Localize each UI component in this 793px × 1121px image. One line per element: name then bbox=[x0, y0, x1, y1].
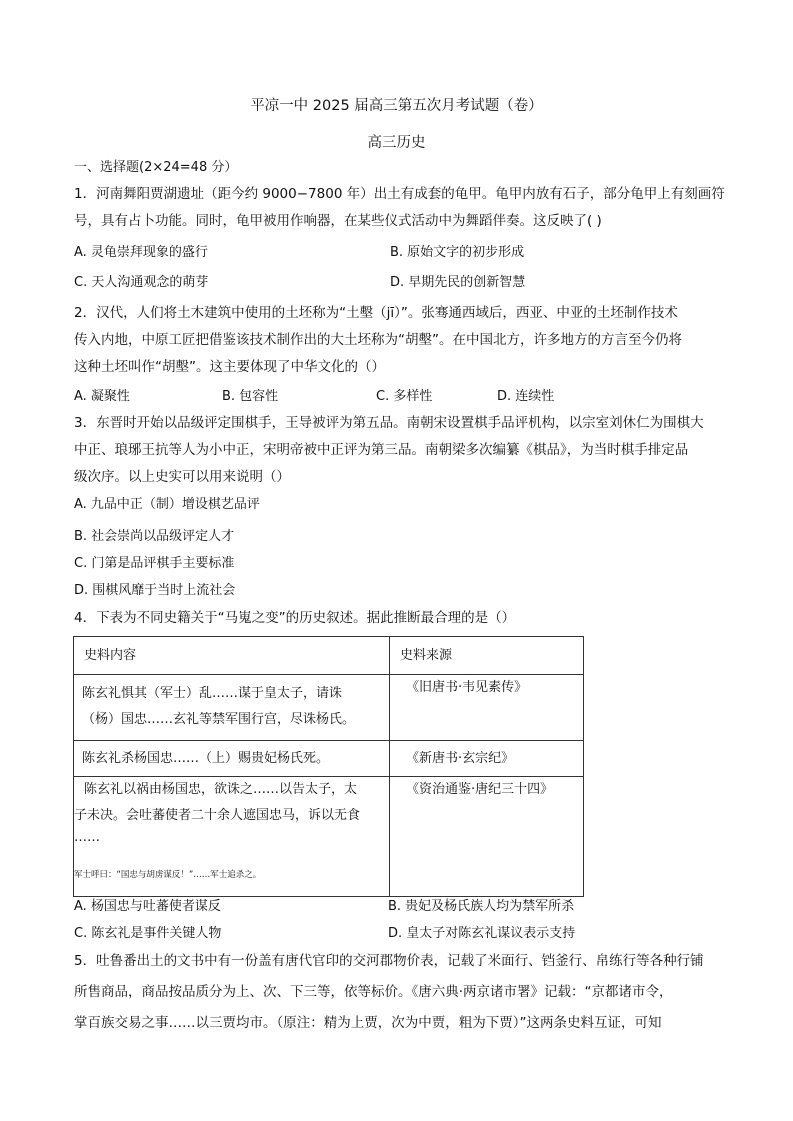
question-3-stem-line: 3．东晋时开始以品级评定围棋手，王导被评为第五品。南朝宋设置棋手品评机构，以宗室刘休仁为围棋大 bbox=[74, 415, 704, 431]
table-row bbox=[74, 777, 584, 897]
question-3-option-c: C. 门第是品评棋手主要标准 bbox=[74, 556, 235, 571]
question-1-option-b: B. 原始文字的初步形成 bbox=[390, 245, 525, 260]
exam-subject: 高三历史 bbox=[367, 135, 426, 151]
table-header-content: 史料内容 bbox=[84, 648, 137, 663]
table-cell-source: 《资治通鉴·唐纪三十四》 bbox=[406, 782, 554, 797]
question-1-option-a: A. 灵龟崇拜现象的盛行 bbox=[74, 245, 208, 260]
question-5-stem-line: 掌百族交易之事……以三贾均市。（原注：精为上贾，次为中贾，粗为下贾）”这两条史料互证，可知 bbox=[74, 1015, 662, 1031]
question-2-option-a: A. 凝聚性 bbox=[74, 389, 130, 404]
table-cell-content: 陈玄礼杀杨国忠……（上）赐贵妃杨氏死。 bbox=[82, 751, 330, 766]
question-4-stem: 4．下表为不同史籍关于“马嵬之变”的历史叙述。据此推断最合理的是（） bbox=[74, 610, 516, 626]
table-cell-content: 子未决。会吐蕃使者二十余人遮国忠马，诉以无食 bbox=[74, 808, 361, 823]
table-cell-content: （杨）国忠……玄礼等禁军围行宫，尽诛杨氏。 bbox=[82, 712, 356, 727]
table-cell-content: 陈玄礼以祸由杨国忠，欲诛之……以告太子，太 bbox=[84, 782, 358, 797]
table-header-row bbox=[74, 637, 584, 675]
question-4-option-a: A. 杨国忠与吐蕃使者谋反 bbox=[74, 899, 221, 914]
question-2-stem-line: 这种土坯叫作“胡墼”。这主要体现了中华文化的（） bbox=[74, 359, 385, 375]
section-heading: 一、选择题(2×24=48 分） bbox=[74, 160, 238, 175]
table-row bbox=[74, 675, 584, 741]
question-3-option-a: A. 九品中正（制）增设棋艺品评 bbox=[74, 497, 260, 512]
table-cell-content: 陈玄礼惧其（军士）乱……谋于皇太子，请诛 bbox=[82, 686, 343, 701]
question-4-option-d: D. 皇太子对陈玄礼谋议表示支持 bbox=[388, 926, 576, 941]
question-4-option-c: C. 陈玄礼是事件关键人物 bbox=[74, 926, 222, 941]
question-1-option-d: D. 早期先民的创新智慧 bbox=[390, 275, 526, 290]
question-2-option-c: C. 多样性 bbox=[376, 389, 433, 404]
question-1-option-c: C. 天人沟通观念的萌芽 bbox=[74, 275, 209, 290]
question-1-stem-line: 1．河南舞阳贾湖遗址（距今约 9000−7800 年）出土有成套的龟甲。龟甲内放有石子，部分龟甲上有刻画符 bbox=[74, 186, 725, 202]
table-row bbox=[74, 741, 584, 777]
table-cell-content: …… bbox=[74, 830, 100, 845]
question-3-option-d: D. 围棋风靡于当时上流社会 bbox=[74, 583, 236, 598]
question-3-stem-line: 中正、琅琊王抗等人为小中正，宋明帝被中正评为第三品。南朝梁多次编纂《棋品》，为当时棋手排定品 bbox=[74, 442, 689, 458]
question-1-stem-line: 号，具有占卜功能。同时，龟甲被用作响器，在某些仪式活动中为舞蹈伴奏。这反映了( ) bbox=[74, 213, 602, 229]
question-2-stem-line: 2．汉代，人们将土木建筑中使用的土坯称为“土墼（jī）”。张骞通西域后，西亚、中亚的土坯制作技术 bbox=[74, 305, 678, 321]
question-2-option-b: B. 包容性 bbox=[222, 389, 279, 404]
question-4-option-b: B. 贵妃及杨氏族人均为禁军所杀 bbox=[388, 899, 575, 914]
question-5-stem-line: 所售商品，商品按品质分为上、次、下三等，依等标价。《唐六典·两京诸市署》记载：“京都诸市令， bbox=[74, 984, 673, 1000]
table-cell-source: 《新唐书·玄宗纪》 bbox=[406, 751, 515, 766]
exam-title: 平凉一中 2025 届高三第五次月考试题（卷） bbox=[250, 98, 543, 114]
question-5-stem-line: 5．吐鲁番出土的文书中有一份盖有唐代官印的交河郡物价表，记载了米面行、铛釜行、帛练行等各种行铺 bbox=[74, 953, 704, 969]
table-header-source: 史料来源 bbox=[400, 648, 453, 663]
source-table bbox=[73, 636, 584, 897]
question-3-stem-line: 级次序。以上史实可以用来说明（） bbox=[74, 469, 290, 485]
table-cell-content-small: 军士呼曰：“国忠与胡虏谋反！”……军士追杀之。 bbox=[74, 870, 262, 880]
table-cell-source: 《旧唐书·韦见素传》 bbox=[406, 680, 528, 695]
question-2-stem-line: 传入内地，中原工匠把借鉴该技术制作出的大土坯称为“胡墼”。在中国北方，许多地方的方言至今仍将 bbox=[74, 332, 682, 348]
question-3-option-b: B. 社会崇尚以品级评定人才 bbox=[74, 529, 235, 544]
question-2-option-d: D. 连续性 bbox=[497, 389, 555, 404]
